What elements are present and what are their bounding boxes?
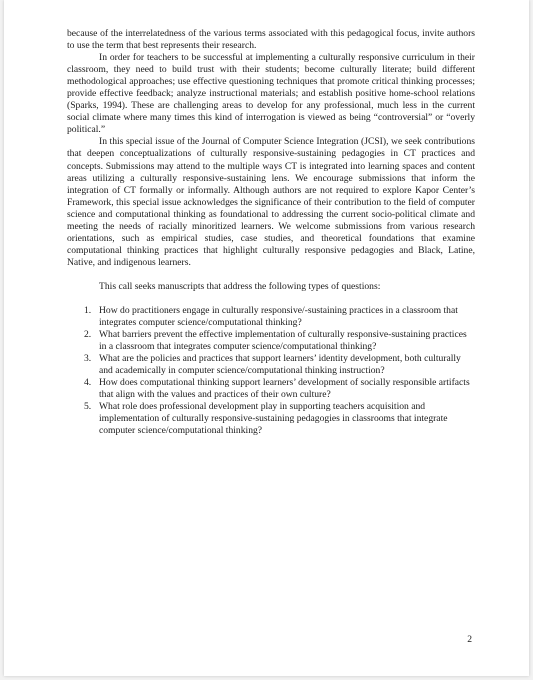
list-item-text: What role does professional development play in supporting teachers acquisition and implementation of culturally responsive-sustaining pedagogies in classrooms that integrate computer science/computational thinking? xyxy=(99,401,448,437)
list-item-text: What are the policies and practices that support learners’ identity development, both culturally and academically in computer science/computational thinking instruction? xyxy=(99,353,461,377)
paragraph-teacher-success: In order for teachers to be successful at implementing a culturally responsive curriculum in their classroom, they need to build trust with their students; become culturally literate; build different methodological approaches; use effective questioning techniques that promote critical thinking processes; provide effective feedback; analyze instructional materials; and establish positive home-school relations (Sparks, 1994). These are challenging areas to develop for any professional, much less in the current social climate where many times this kind of interrogation is viewed as being “controversial” or “overly political.” xyxy=(67,52,475,136)
list-item xyxy=(84,377,475,401)
list-item xyxy=(84,353,475,377)
list-item-number: 1. xyxy=(84,304,92,316)
list-item-text: How do practitioners engage in culturally responsive/-sustaining practices in a classroom that integrates computer science/computational thinking? xyxy=(99,304,458,329)
list-item-number: 4. xyxy=(84,377,92,389)
list-item-number: 5. xyxy=(84,401,92,413)
list-item xyxy=(84,329,475,353)
list-item xyxy=(84,304,475,329)
list-item-text: How does computational thinking support learners’ development of socially responsible artifacts that align with the values and practices of their own culture? xyxy=(99,377,470,401)
list-item-text: What barriers prevent the effective implementation of culturally responsive-sustaining practices in a classroom that integrates computer science/computational thinking? xyxy=(99,329,467,353)
page-number: 2 xyxy=(467,634,472,645)
paragraph-special-issue: In this special issue of the Journal of Computer Science Integration (JCSI), we seek contributions that deepen conceptualizations of culturally responsive-sustaining pedagogies in CT practices and concepts. Submissions may attend to the multiple ways CT is integrated into learning spaces and content areas utilizing a culturally responsive-sustaining lens. We encourage submissions that inform the integration of CT formally or informally. Although authors are not required to explore Kapor Center’s Framework, this special issue acknowledges the significance of their contribution to the field of computer science and computational thinking as foundational to addressing the current socio-political climate and meeting the needs of racially minoritized learners. We welcome submissions from various research orientations, such as empirical studies, case studies, and theoretical foundations that examine computational thinking practices that highlight culturally responsive pedagogies and Black, Latine, Native, and indigenous learners. xyxy=(67,136,475,268)
paragraph-continuation: because of the interrelatedness of the various terms associated with this pedagogical focus, invite authors to use the term that best represents their research. xyxy=(67,28,475,52)
list-item-number: 3. xyxy=(84,353,92,365)
list-item xyxy=(84,401,475,437)
questions-list xyxy=(67,305,475,438)
document-page xyxy=(4,0,529,676)
document-body xyxy=(67,28,475,438)
list-item-number: 2. xyxy=(84,329,92,341)
call-intro: This call seeks manuscripts that address the following types of questions: xyxy=(99,280,381,292)
